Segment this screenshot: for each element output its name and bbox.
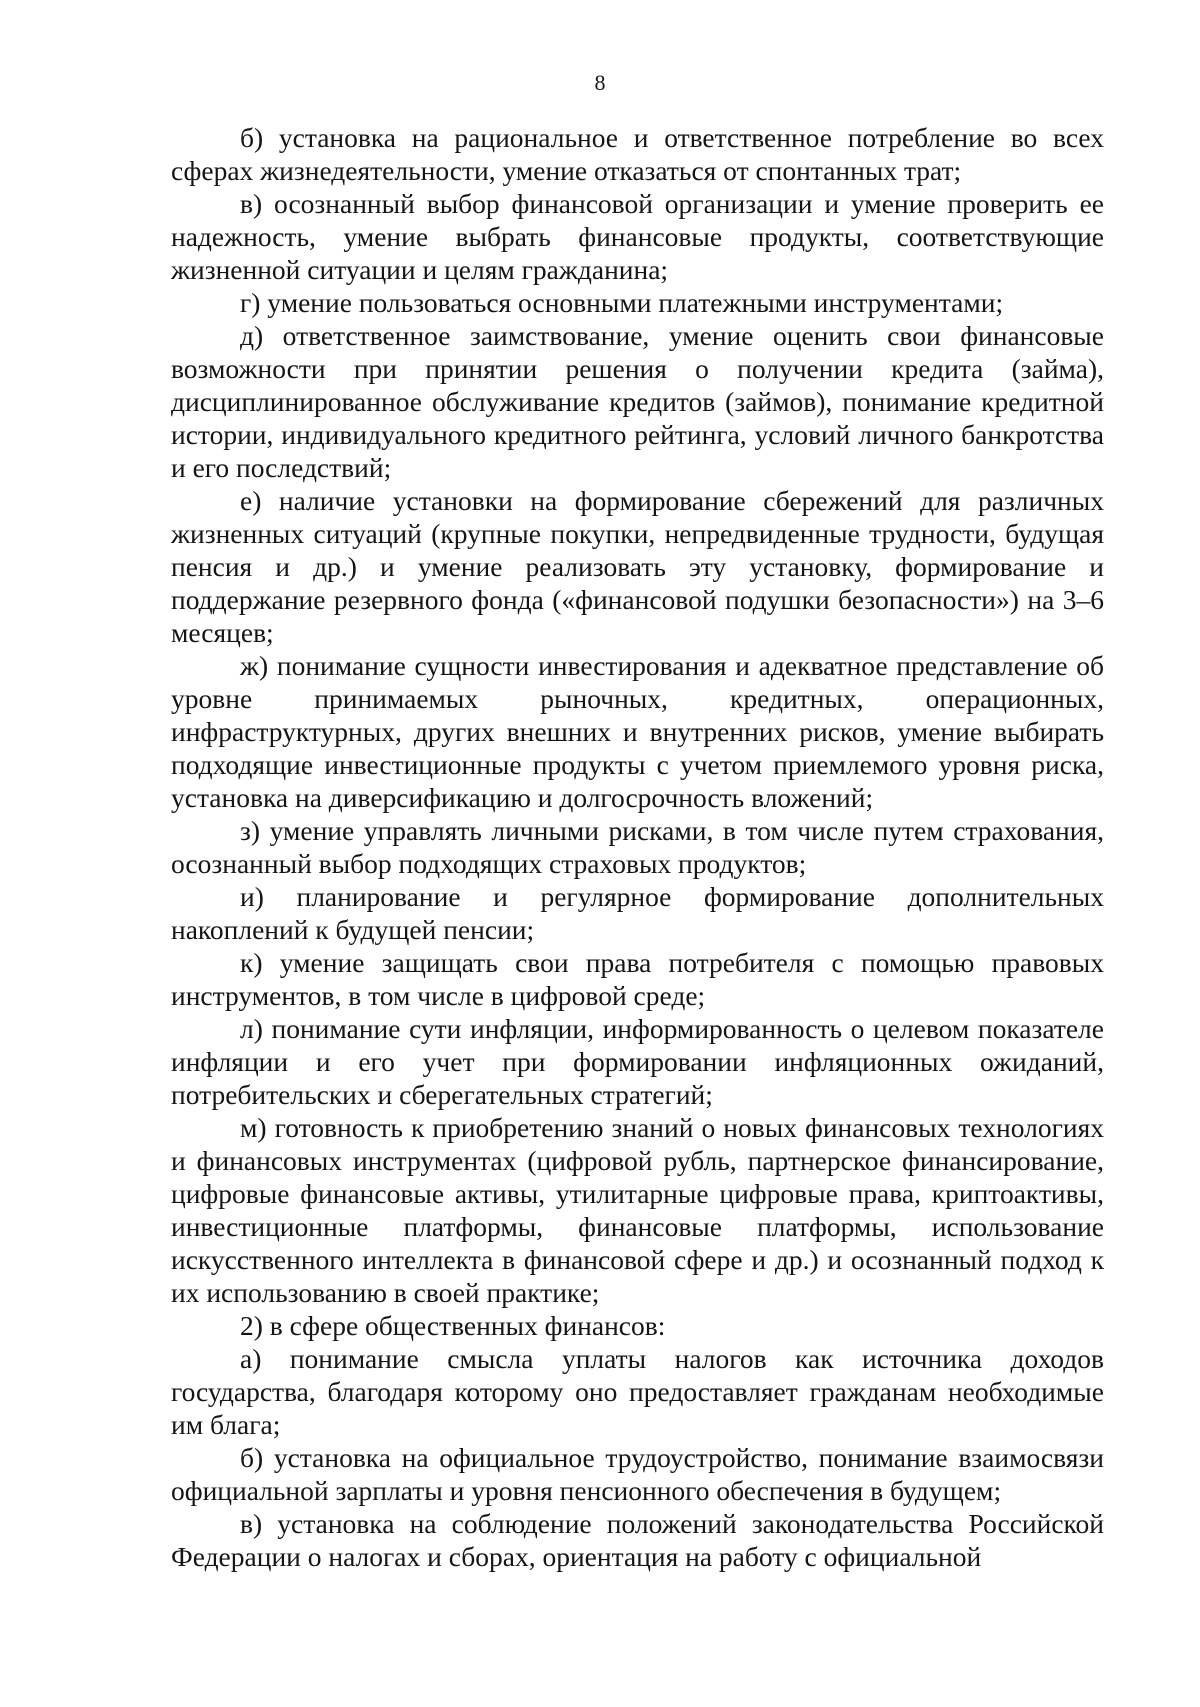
paragraph-v-tax-law: в) установка на соблюдение положений законодательства Российской Федерации о налогах и сборах, ориентация на работу с официальной [171,1508,1104,1572]
page-number: 8 [594,70,606,95]
paragraph-i-pension: и) планирование и регулярное формирование дополнительных накоплений к будущей пенсии; [171,881,1104,945]
paragraph-d-borrowing: д) ответственное заимствование, умение оценить свои финансовые возможности при принятии решения о получении кредита (займа), дисциплинированное обслуживание кредитов (займов), понимание кредитной истории, индивидуального кредитного рейтинга, условий личного банкротства и его последствий; [171,320,1104,483]
paragraph-v-financial-organization: в) осознанный выбор финансовой организации и умение проверить ее надежность, умение выбрать финансовые продукты, соответствующие жизненной ситуации и целям гражданина; [171,188,1104,285]
paragraph-m-new-technologies: м) готовность к приобретению знаний о новых финансовых технологиях и финансовых инструментах (цифровой рубль, партнерское финансирование, цифровые финансовые активы, утилитарные цифровые права, криптоактивы, инвестиционные платформы, финансовые платформы, использование искусственного интеллекта в финансовой сфере и др.) и осознанный подход к их использованию в своей практике; [171,1112,1104,1308]
paragraph-z-risks: з) умение управлять личными рисками, в том числе путем страхования, осознанный выбор подходящих страховых продуктов; [171,815,1104,879]
paragraph-2-public-finance: 2) в сфере общественных финансов: [240,1310,666,1341]
paragraph-b-consumption: б) установка на рациональное и ответственное потребление во всех сферах жизнедеятельности, умение отказаться от спонтанных трат; [171,122,1104,186]
paragraph-k-consumer-rights: к) умение защищать свои права потребителя с помощью правовых инструментов, в том числе в цифровой среде; [171,947,1104,1011]
paragraph-b-employment: б) установка на официальное трудоустройство, понимание взаимосвязи официальной зарплаты и уровня пенсионного обеспечения в будущем; [171,1442,1104,1506]
paragraph-a-taxes: а) понимание смысла уплаты налогов как источника доходов государства, благодаря которому оно предоставляет гражданам необходимые им блага; [171,1343,1104,1440]
paragraph-e-savings: е) наличие установки на формирование сбережений для различных жизненных ситуаций (крупные покупки, непредвиденные трудности, будущая пенсия и др.) и умение реализовать эту установку, формирование и поддержание резервного фонда («финансовой подушки безопасности») на 3–6 месяцев; [171,485,1104,648]
paragraph-l-inflation: л) понимание сути инфляции, информированность о целевом показателе инфляции и его учет при формировании инфляционных ожиданий, потребительских и сберегательных стратегий; [171,1013,1104,1110]
document-body [171,121,1104,1573]
paragraph-g-payment-instruments: г) умение пользоваться основными платежными инструментами; [240,287,1004,318]
paragraph-zh-investing: ж) понимание сущности инвестирования и адекватное представление об уровне принимаемых рыночных, кредитных, операционных, инфраструктурных, других внешних и внутренних рисков, умение выбирать подходящие инвестиционные продукты с учетом приемлемого уровня риска, установка на диверсификацию и долгосрочность вложений; [171,650,1104,813]
